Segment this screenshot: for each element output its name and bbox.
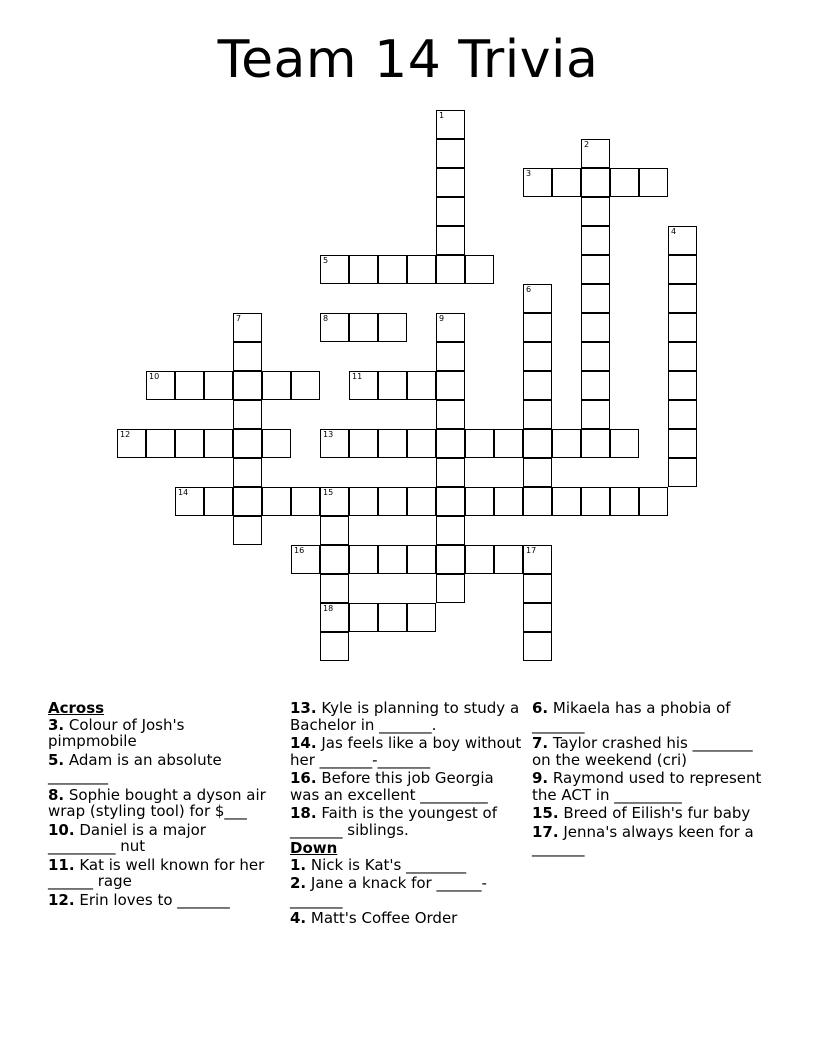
grid-cell[interactable] [523, 458, 552, 487]
grid-cell[interactable] [204, 429, 233, 458]
clue-item [290, 857, 525, 874]
clue-text: Nick is Kat's ________ [306, 855, 467, 874]
grid-cell[interactable] [668, 429, 697, 458]
clue-number: 9 [439, 314, 445, 323]
grid-cell[interactable] [668, 284, 697, 313]
grid-cell[interactable] [204, 487, 233, 516]
grid-cell[interactable] [320, 574, 349, 603]
grid-cell[interactable] [407, 429, 436, 458]
grid-cell[interactable] [581, 400, 610, 429]
grid-cell[interactable] [668, 226, 697, 255]
grid-cell[interactable] [552, 429, 581, 458]
grid-cell[interactable] [291, 371, 320, 400]
clue-item [290, 700, 525, 733]
grid-cell[interactable] [320, 603, 349, 632]
grid-cell[interactable] [436, 197, 465, 226]
grid-cell[interactable] [436, 429, 465, 458]
clue-number: 7 [236, 314, 242, 323]
grid-cell[interactable] [436, 168, 465, 197]
grid-cell[interactable] [233, 487, 262, 516]
grid-cell[interactable] [146, 371, 175, 400]
clue-text: Jas feels like a boy without her _______-_______ [290, 734, 522, 769]
clue-number: 16 [294, 546, 305, 555]
grid-cell[interactable] [639, 487, 668, 516]
grid-cell[interactable] [581, 255, 610, 284]
clue-number: 3 [526, 169, 532, 178]
grid-cell[interactable] [378, 371, 407, 400]
grid-cell[interactable] [349, 545, 378, 574]
clue-number: 5 [323, 256, 329, 265]
clue-item [532, 735, 772, 768]
clues-column-2 [290, 700, 525, 929]
grid-cell[interactable] [233, 313, 262, 342]
clue-item [532, 805, 772, 822]
clue-number-label: 1. [290, 855, 307, 874]
grid-cell[interactable] [262, 429, 291, 458]
grid-cell[interactable] [320, 545, 349, 574]
clue-number-label: 9. [532, 769, 549, 787]
grid-cell[interactable] [436, 313, 465, 342]
grid-cell[interactable] [436, 487, 465, 516]
grid-cell[interactable] [668, 342, 697, 371]
clue-item [290, 875, 525, 908]
grid-cell[interactable] [436, 516, 465, 545]
clue-item [48, 717, 273, 750]
grid-cell[interactable] [378, 255, 407, 284]
clue-item [290, 770, 525, 803]
grid-cell[interactable] [523, 313, 552, 342]
grid-cell[interactable] [233, 429, 262, 458]
grid-cell[interactable] [262, 487, 291, 516]
grid-cell[interactable] [610, 429, 639, 458]
clue-number: 11 [352, 372, 363, 381]
clue-number-label: 12. [48, 890, 75, 909]
clue-item [290, 735, 525, 768]
clue-number-label: 14. [290, 734, 317, 752]
clue-item [532, 824, 772, 857]
grid-cell[interactable] [349, 487, 378, 516]
clue-number-label: 13. [290, 699, 317, 717]
grid-cell[interactable] [639, 168, 668, 197]
clue-text: Breed of Eilish's fur baby [558, 804, 751, 822]
grid-cell[interactable] [523, 371, 552, 400]
grid-cell[interactable] [233, 400, 262, 429]
grid-cell[interactable] [581, 226, 610, 255]
grid-cell[interactable] [117, 429, 146, 458]
clue-number-label: 10. [48, 820, 75, 839]
clue-text: Jenna's always keen for a _______ [532, 822, 754, 857]
grid-cell[interactable] [465, 487, 494, 516]
clue-number: 8 [323, 314, 329, 323]
grid-cell[interactable] [581, 429, 610, 458]
grid-cell[interactable] [320, 516, 349, 545]
clue-number: 14 [178, 488, 189, 497]
clue-text: Kyle is planning to study a Bachelor in _______. [290, 699, 520, 734]
clue-text: Sophie bought a dyson air wrap (styling tool) for $___ [48, 785, 266, 820]
clue-item [532, 770, 772, 803]
grid-cell[interactable] [320, 632, 349, 661]
clue-item [48, 822, 273, 855]
clue-number: 6 [526, 285, 532, 294]
grid-cell[interactable] [465, 429, 494, 458]
clue-item [290, 910, 525, 927]
grid-cell[interactable] [378, 429, 407, 458]
grid-cell[interactable] [668, 255, 697, 284]
grid-cell[interactable] [175, 487, 204, 516]
grid-cell[interactable] [233, 342, 262, 371]
clue-number-label: 5. [48, 750, 65, 769]
grid-cell[interactable] [320, 429, 349, 458]
grid-cell[interactable] [378, 545, 407, 574]
grid-cell[interactable] [610, 487, 639, 516]
grid-cell[interactable] [320, 255, 349, 284]
grid-cell[interactable] [581, 284, 610, 313]
grid-cell[interactable] [407, 255, 436, 284]
page-title: Team 14 Trivia [217, 30, 599, 90]
grid-cell[interactable] [523, 487, 552, 516]
clue-item [290, 805, 525, 838]
clue-number: 10 [149, 372, 160, 381]
grid-cell[interactable] [552, 487, 581, 516]
grid-cell[interactable] [262, 371, 291, 400]
grid-cell[interactable] [407, 603, 436, 632]
clue-number-label: 7. [532, 734, 549, 752]
grid-cell[interactable] [581, 139, 610, 168]
grid-cell[interactable] [523, 603, 552, 632]
grid-cell[interactable] [378, 603, 407, 632]
grid-cell[interactable] [320, 487, 349, 516]
clue-text: Daniel is a major _________ nut [48, 820, 206, 855]
grid-cell[interactable] [436, 139, 465, 168]
down-header: Down [290, 839, 338, 857]
grid-cell[interactable] [349, 429, 378, 458]
grid-cell[interactable] [581, 371, 610, 400]
grid-cell[interactable] [407, 371, 436, 400]
clue-number-label: 18. [290, 804, 317, 822]
clue-text: Taylor crashed his ________ on the weekend (cri) [532, 734, 753, 769]
grid-cell[interactable] [378, 313, 407, 342]
clue-text: Before this job Georgia was an excellent _________ [290, 769, 494, 804]
grid-cell[interactable] [668, 313, 697, 342]
clue-number-label: 4. [290, 909, 307, 927]
grid-cell[interactable] [320, 313, 349, 342]
across-header: Across [48, 699, 105, 717]
grid-cell[interactable] [465, 545, 494, 574]
clue-number: 4 [671, 227, 677, 236]
clue-text: Adam is an absolute ________ [48, 750, 222, 785]
grid-cell[interactable] [436, 400, 465, 429]
grid-cell[interactable] [668, 400, 697, 429]
grid-cell[interactable] [349, 255, 378, 284]
clue-number: 15 [323, 488, 334, 497]
grid-cell[interactable] [291, 487, 320, 516]
grid-cell[interactable] [581, 168, 610, 197]
grid-cell[interactable] [175, 429, 204, 458]
clue-number: 18 [323, 604, 334, 613]
clue-item [532, 700, 772, 733]
grid-cell[interactable] [552, 168, 581, 197]
grid-cell[interactable] [204, 371, 233, 400]
grid-cell[interactable] [465, 255, 494, 284]
clue-item [48, 892, 273, 909]
grid-cell[interactable] [581, 487, 610, 516]
grid-cell[interactable] [175, 371, 204, 400]
grid-cell[interactable] [146, 429, 175, 458]
grid-cell[interactable] [436, 545, 465, 574]
clue-text: Jane a knack for ______-_______ [290, 874, 487, 909]
grid-cell[interactable] [436, 255, 465, 284]
grid-cell[interactable] [523, 400, 552, 429]
clue-number-label: 11. [48, 855, 75, 874]
grid-cell[interactable] [523, 284, 552, 313]
clue-item [48, 857, 273, 890]
clue-item [48, 787, 273, 820]
clue-text: Matt's Coffee Order [306, 909, 458, 927]
grid-cell[interactable] [581, 197, 610, 226]
clues-column-1 [48, 700, 273, 910]
grid-cell[interactable] [494, 429, 523, 458]
grid-cell[interactable] [436, 226, 465, 255]
clue-number-label: 15. [532, 804, 559, 822]
grid-cell[interactable] [523, 342, 552, 371]
grid-cell[interactable] [233, 458, 262, 487]
grid-cell[interactable] [494, 545, 523, 574]
grid-cell[interactable] [581, 342, 610, 371]
clue-number-label: 8. [48, 785, 65, 804]
grid-cell[interactable] [523, 168, 552, 197]
grid-cell[interactable] [233, 371, 262, 400]
grid-cell[interactable] [610, 168, 639, 197]
grid-cell[interactable] [523, 632, 552, 661]
grid-cell[interactable] [436, 110, 465, 139]
grid-cell[interactable] [523, 574, 552, 603]
clue-text: Kat is well known for her ______ rage [48, 855, 265, 890]
grid-cell[interactable] [581, 313, 610, 342]
grid-cell[interactable] [407, 487, 436, 516]
grid-cell[interactable] [436, 342, 465, 371]
clue-item [48, 752, 273, 785]
clue-number: 12 [120, 430, 131, 439]
clue-number: 17 [526, 546, 537, 555]
clue-number-label: 2. [290, 874, 307, 892]
clue-number-label: 6. [532, 699, 549, 717]
grid-cell[interactable] [291, 545, 320, 574]
grid-cell[interactable] [668, 371, 697, 400]
grid-cell[interactable] [523, 545, 552, 574]
grid-cell[interactable] [233, 516, 262, 545]
clue-number-label: 16. [290, 769, 317, 787]
clues-column-3 [532, 700, 772, 859]
clue-number-label: 17. [532, 822, 559, 841]
grid-cell[interactable] [494, 487, 523, 516]
clue-number: 13 [323, 430, 334, 439]
clue-number: 1 [439, 111, 445, 120]
grid-cell[interactable] [349, 603, 378, 632]
grid-cell[interactable] [407, 545, 436, 574]
grid-cell[interactable] [436, 371, 465, 400]
clue-text: Mikaela has a phobia of _______ [532, 699, 731, 734]
grid-cell[interactable] [378, 487, 407, 516]
grid-cell[interactable] [349, 313, 378, 342]
grid-cell[interactable] [523, 429, 552, 458]
clue-text: Colour of Josh's pimpmobile [48, 715, 185, 750]
grid-cell[interactable] [668, 458, 697, 487]
clue-text: Faith is the youngest of _______ siblings. [290, 804, 497, 839]
clue-number: 2 [584, 140, 590, 149]
clue-number-label: 3. [48, 715, 65, 734]
grid-cell[interactable] [436, 574, 465, 603]
clue-text: Erin loves to _______ [74, 890, 230, 909]
grid-cell[interactable] [349, 371, 378, 400]
clue-text: Raymond used to represent the ACT in _________ [532, 769, 762, 804]
grid-cell[interactable] [436, 458, 465, 487]
